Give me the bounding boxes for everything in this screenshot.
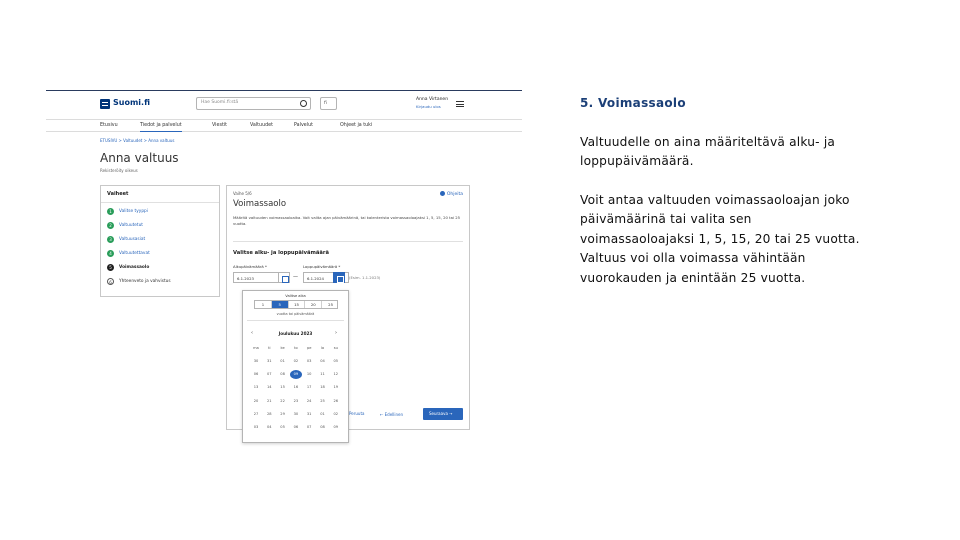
suomi-logo-icon [100, 99, 110, 109]
calendar-day[interactable]: 21 [267, 398, 272, 403]
range-title: Valitse alku- ja loppupäivämäärä [233, 250, 329, 256]
step-number: 2 [107, 222, 114, 229]
calendar-day[interactable]: 08 [280, 372, 285, 377]
cancel-link[interactable]: Peruuta [349, 411, 365, 416]
calendar-day[interactable]: 04 [267, 425, 272, 429]
weekday-label: ti [268, 346, 271, 350]
divider [247, 320, 344, 321]
calendar-day[interactable]: 24 [306, 398, 312, 403]
calendar-day[interactable]: 05 [280, 425, 285, 429]
calendar-day[interactable]: 19 [333, 385, 339, 390]
embedded-screenshot [46, 90, 522, 449]
calendar-day[interactable]: 07 [306, 425, 312, 429]
calendar-day[interactable]: 13 [253, 385, 259, 390]
calendar-day[interactable]: 31 [306, 411, 312, 416]
calendar-day[interactable]: 09 [333, 425, 339, 429]
user-name: Anna Virtanen [416, 97, 449, 102]
calendar-day[interactable]: 05 [333, 359, 339, 363]
paragraph-1 [580, 133, 835, 172]
duration-options [254, 300, 338, 309]
calendar-day[interactable]: 28 [267, 411, 272, 416]
divider [101, 202, 219, 203]
nav-item-palvelut[interactable]: Palvelut [294, 123, 313, 128]
language-select[interactable]: fi [320, 97, 337, 110]
step-number: 3 [107, 236, 114, 243]
panel-description: Määritä valtuuden voimassaoloaika. Voit valita ajan päivämäärinä, tai kalenterista voimassaoloajaksi 1, 5, 15, 20 tai 25 vuotta. [233, 215, 461, 226]
help-icon [440, 191, 445, 196]
start-calendar-icon[interactable] [278, 272, 290, 283]
divider [233, 241, 463, 242]
page-title: Anna valtuus [100, 151, 179, 165]
calendar-day[interactable]: 15 [280, 385, 285, 390]
breadcrumb[interactable]: ETUSIVU > Valtuudet > Anna valtuus [100, 138, 175, 143]
calendar-day[interactable]: 30 [293, 411, 299, 416]
step-number: 5 [107, 264, 114, 271]
text-line: Valtuudelle on aina määriteltävä alku- ja [580, 135, 836, 149]
calendar-day[interactable]: 02 [333, 411, 339, 416]
start-date-label: Alkupäivämäärä * [233, 264, 267, 269]
main-nav [46, 119, 522, 132]
next-month-icon[interactable]: › [335, 330, 337, 336]
calendar-day[interactable]: 22 [280, 398, 285, 403]
step-label: Valtuutettavat [119, 251, 150, 256]
calendar-day[interactable]: 06 [293, 425, 299, 429]
calendar-day[interactable]: 03 [306, 359, 312, 363]
duration-option[interactable]: 1 [255, 301, 272, 308]
duration-option-selected[interactable]: 5 [272, 301, 289, 308]
logout-link[interactable]: Kirjaudu ulos [416, 104, 441, 109]
date-picker-title: Valitse aika [285, 294, 306, 298]
nav-item-viestit[interactable]: Viestit [212, 123, 228, 128]
calendar-day[interactable]: 11 [320, 372, 325, 377]
date-separator: — [293, 274, 298, 280]
search-icon[interactable] [300, 100, 307, 107]
calendar-day[interactable]: 30 [253, 359, 259, 363]
steps-sidebar [100, 185, 220, 297]
calendar-day[interactable]: 06 [253, 372, 259, 377]
step-number: 4 [107, 250, 114, 257]
calendar-day[interactable]: 03 [253, 425, 259, 429]
nav-item-ohjeet[interactable]: Ohjeet ja tuki [340, 123, 373, 128]
calendar-day[interactable]: 18 [320, 385, 325, 390]
text-line: päivämäärinä tai valita sen [580, 212, 752, 227]
page-subtitle: Rekisteröity oikeus [100, 168, 138, 173]
weekday-label: pe [306, 346, 312, 350]
weekday-label: la [320, 346, 325, 350]
nav-item-tiedot[interactable]: Tiedot ja palvelut [140, 123, 182, 128]
panel-title: Voimassaolo [233, 199, 287, 209]
nav-item-etusivu[interactable]: Etusivu [100, 123, 118, 128]
help-link[interactable] [440, 191, 463, 197]
month-label: Joulukuu 2023 [278, 331, 313, 336]
step-label: Valitse tyyppi [119, 209, 148, 214]
calendar-day[interactable]: 16 [293, 385, 299, 390]
calendar-day[interactable]: 02 [293, 359, 299, 363]
date-picker-note: vuotta tai päivämäärä [276, 312, 315, 316]
step-label: Valtuusasiat [119, 237, 146, 242]
text-line: vuorokauden ja enintään 25 vuotta. [580, 270, 806, 285]
text-line: Valtuus voi olla voimassa vähintään [580, 251, 806, 266]
calendar-day[interactable]: 26 [333, 398, 339, 403]
step-label: Voimassaolo [119, 265, 150, 270]
calendar-day[interactable]: 17 [306, 385, 312, 390]
weekday-label: su [333, 346, 338, 350]
step-label: Yhteenveto ja vahvistus [119, 279, 171, 284]
weekday-label: ma [253, 346, 259, 350]
calendar-day[interactable]: 29 [280, 411, 285, 416]
calendar-day[interactable]: 04 [320, 359, 325, 363]
duration-option[interactable]: 20 [305, 301, 322, 308]
date-picker-popup [242, 290, 349, 443]
end-date-field[interactable]: 6.1.2024 [303, 272, 349, 283]
step-number: 6 [107, 278, 114, 285]
calendar-day[interactable]: 01 [320, 411, 325, 416]
calendar-day[interactable]: 23 [293, 398, 299, 403]
calendar-day[interactable]: 31 [267, 359, 272, 363]
next-button-label: Seuraava [429, 411, 448, 416]
weekday-label: to [294, 346, 298, 350]
calendar-day[interactable]: 25 [320, 398, 325, 403]
duration-option[interactable]: 25 [328, 302, 333, 307]
end-date-label: Loppupäivämäärä * [303, 264, 341, 269]
next-button[interactable]: Seuraava → [423, 408, 463, 420]
prev-month-icon[interactable]: ‹ [251, 330, 253, 336]
hamburger-menu-icon[interactable] [456, 101, 464, 107]
calendar-day-selected[interactable]: 09 [290, 370, 302, 379]
calendar-day[interactable]: 27 [253, 411, 259, 416]
calendar-day[interactable]: 12 [333, 372, 339, 377]
duration-option[interactable]: 15 [289, 301, 306, 308]
previous-button-label: Edellinen [384, 412, 404, 417]
paragraph-2 [580, 191, 860, 288]
step-number: 1 [107, 208, 114, 215]
calendar-day[interactable]: 14 [267, 385, 272, 390]
panel-step-label: Vaihe 5/6 [233, 191, 252, 196]
search-input[interactable] [196, 97, 311, 110]
calendar-day[interactable]: 20 [253, 398, 259, 403]
help-label: Ohjeita [446, 192, 463, 197]
search-placeholder: Hae Suomi.fi:stä [201, 100, 239, 105]
text-line: Voit antaa valtuuden voimassaoloajan joko [580, 193, 850, 207]
site-logo[interactable]: Suomi.fi [113, 98, 150, 107]
nav-item-valtuudet[interactable]: Valtuudet [250, 123, 274, 128]
start-date-field[interactable]: 6.1.2023 [233, 272, 279, 283]
text-line: loppupäivämäärä. [580, 154, 694, 169]
calendar-day[interactable]: 07 [267, 372, 272, 377]
site-header [46, 91, 522, 119]
step-label: Valtuutetut [119, 223, 143, 228]
steps-title: Vaiheet [107, 191, 129, 197]
end-calendar-icon[interactable] [333, 272, 345, 283]
text-line: voimassaoloajaksi 1, 5, 15, 20 tai 25 vuotta. [580, 231, 860, 246]
calendar-day[interactable]: 10 [306, 372, 312, 377]
weekday-label: ke [280, 346, 285, 350]
date-format-hint: (Esim. 1.1.2023) [349, 275, 381, 280]
slide-title: 5. Voimassaolo [580, 96, 686, 110]
previous-button[interactable]: ← Edellinen [375, 408, 415, 420]
calendar-day[interactable]: 01 [280, 359, 285, 363]
calendar-day[interactable]: 08 [320, 425, 325, 429]
